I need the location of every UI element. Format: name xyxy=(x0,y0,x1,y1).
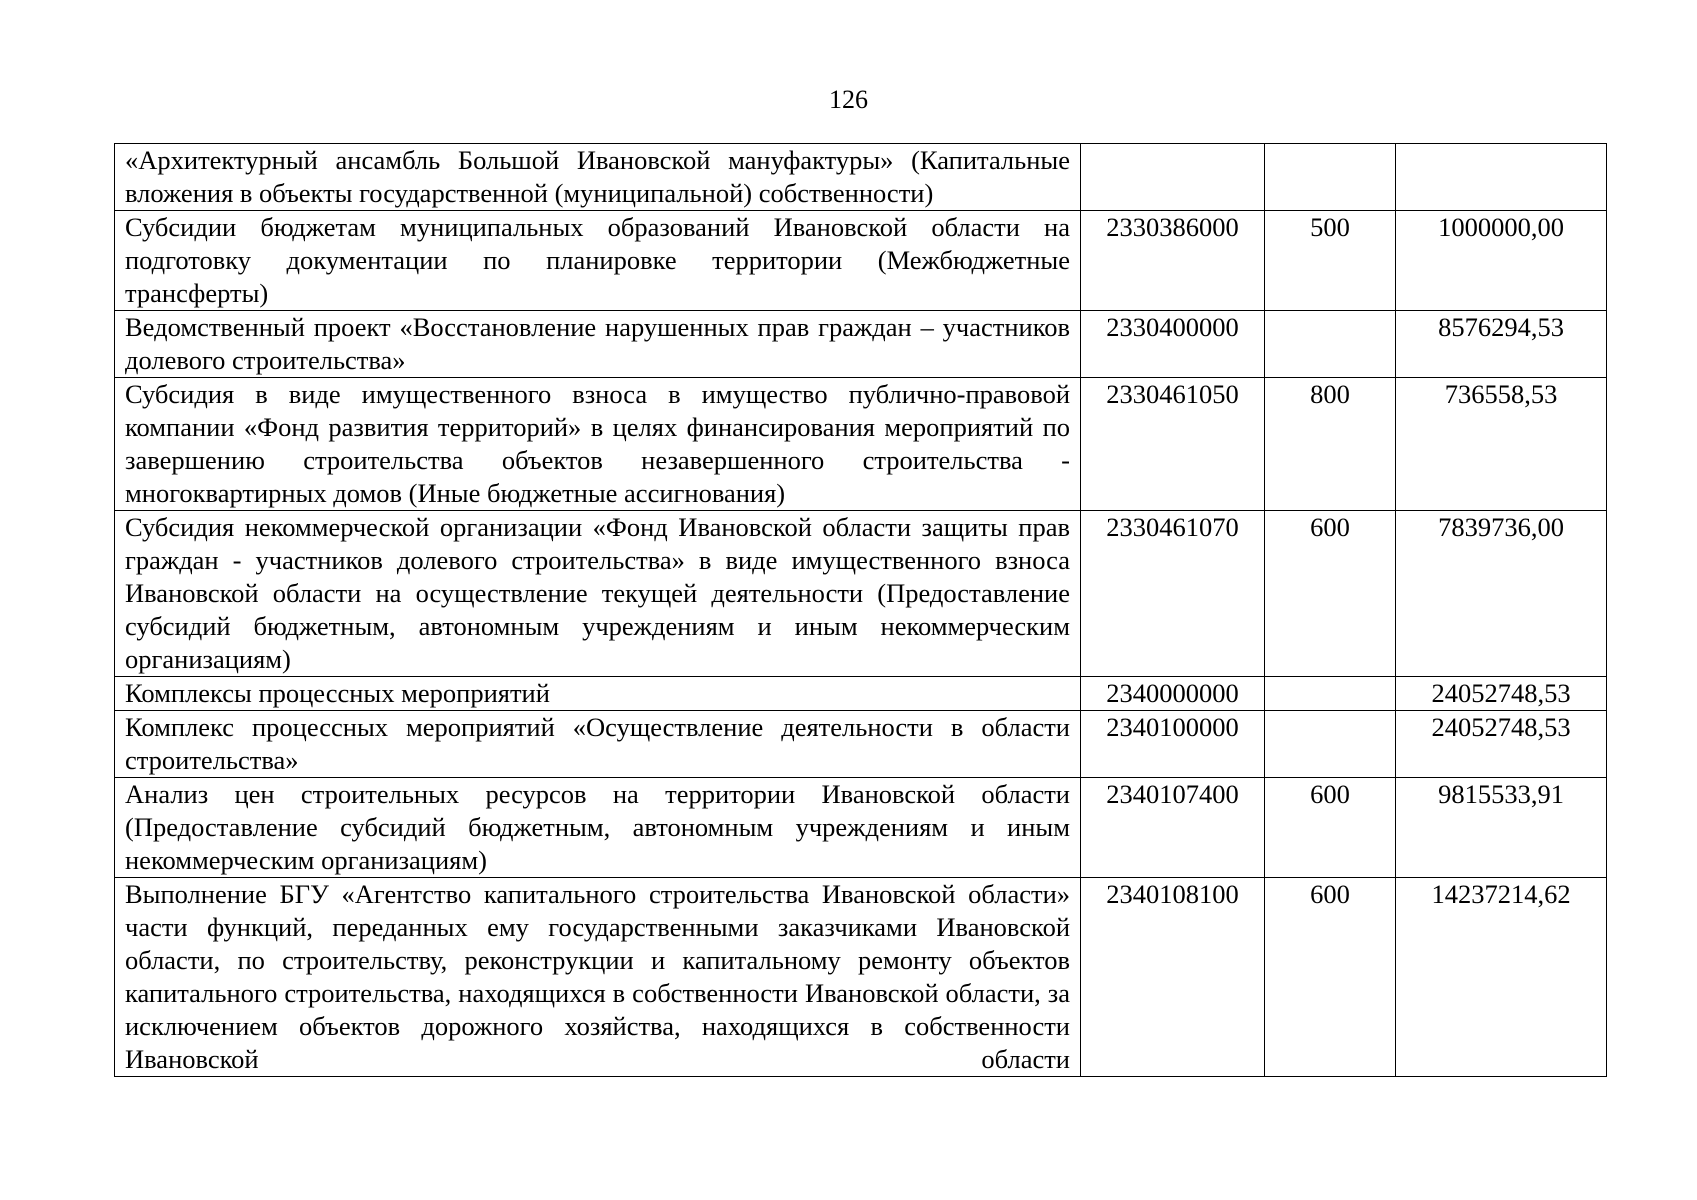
row-expense-type: 600 xyxy=(1265,878,1396,1077)
row-code: 2330400000 xyxy=(1081,311,1265,378)
row-expense-type xyxy=(1265,311,1396,378)
table-row xyxy=(115,711,1607,778)
row-sum: 8576294,53 xyxy=(1396,311,1607,378)
budget-table xyxy=(114,143,1607,1077)
row-sum: 736558,53 xyxy=(1396,378,1607,511)
row-code: 2340108100 xyxy=(1081,878,1265,1077)
row-sum: 24052748,53 xyxy=(1396,677,1607,711)
row-sum: 7839736,00 xyxy=(1396,511,1607,677)
row-expense-type xyxy=(1265,711,1396,778)
row-name: Комплексы процессных мероприятий xyxy=(115,677,1081,711)
row-code: 2340107400 xyxy=(1081,778,1265,878)
row-sum: 24052748,53 xyxy=(1396,711,1607,778)
table-row xyxy=(115,378,1607,511)
row-sum: 14237214,62 xyxy=(1396,878,1607,1077)
table-row xyxy=(115,677,1607,711)
row-sum: 1000000,00 xyxy=(1396,211,1607,311)
row-code: 2340100000 xyxy=(1081,711,1265,778)
row-name: Комплекс процессных мероприятий «Осуществление деятельности в области строительства» xyxy=(115,711,1081,778)
row-name: Субсидии бюджетам муниципальных образований Ивановской области на подготовку документации по планировке территории (Межбюджетные трансферты) xyxy=(115,211,1081,311)
row-name: Анализ цен строительных ресурсов на территории Ивановской области (Предоставление субсидий бюджетным, автономным учреждениям и иным некоммерческим организациям) xyxy=(115,778,1081,878)
table-row xyxy=(115,778,1607,878)
table-row xyxy=(115,511,1607,677)
row-code: 2330461070 xyxy=(1081,511,1265,677)
row-name: Субсидия в виде имущественного взноса в имущество публично-правовой компании «Фонд развития территорий» в целях финансирования мероприятий по завершению строительства объектов незавершенного строительства - многоквартирных домов (Иные бюджетные ассигнования) xyxy=(115,378,1081,511)
row-expense-type xyxy=(1265,677,1396,711)
row-sum xyxy=(1396,144,1607,211)
table-row xyxy=(115,878,1607,1077)
row-code: 2340000000 xyxy=(1081,677,1265,711)
row-code: 2330461050 xyxy=(1081,378,1265,511)
row-expense-type: 800 xyxy=(1265,378,1396,511)
row-name: «Архитектурный ансамбль Большой Ивановской мануфактуры» (Капитальные вложения в объекты государственной (муниципальной) собственности) xyxy=(115,144,1081,211)
row-name: Выполнение БГУ «Агентство капитального строительства Ивановской области» части функций, переданных ему государственными заказчиками Ивановской области, по строительству, реконструкции и капитальному ремонту объектов капитального строительства, находящихся в собственности Ивановской области, за исключением объектов дорожного хозяйства, находящихся в собственности Ивановской области xyxy=(115,878,1081,1077)
table-row xyxy=(115,144,1607,211)
row-code xyxy=(1081,144,1265,211)
row-expense-type xyxy=(1265,144,1396,211)
row-name: Ведомственный проект «Восстановление нарушенных прав граждан – участников долевого строительства» xyxy=(115,311,1081,378)
row-expense-type: 600 xyxy=(1265,511,1396,677)
table-row xyxy=(115,311,1607,378)
row-code: 2330386000 xyxy=(1081,211,1265,311)
row-sum: 9815533,91 xyxy=(1396,778,1607,878)
row-name: Субсидия некоммерческой организации «Фонд Ивановской области защиты прав граждан - участников долевого строительства» в виде имущественного взноса Ивановской области на осуществление текущей деятельности (Предоставление субсидий бюджетным, автономным учреждениям и иным некоммерческим организациям) xyxy=(115,511,1081,677)
table-row xyxy=(115,211,1607,311)
page-number: 126 xyxy=(829,85,868,114)
row-expense-type: 600 xyxy=(1265,778,1396,878)
row-expense-type: 500 xyxy=(1265,211,1396,311)
